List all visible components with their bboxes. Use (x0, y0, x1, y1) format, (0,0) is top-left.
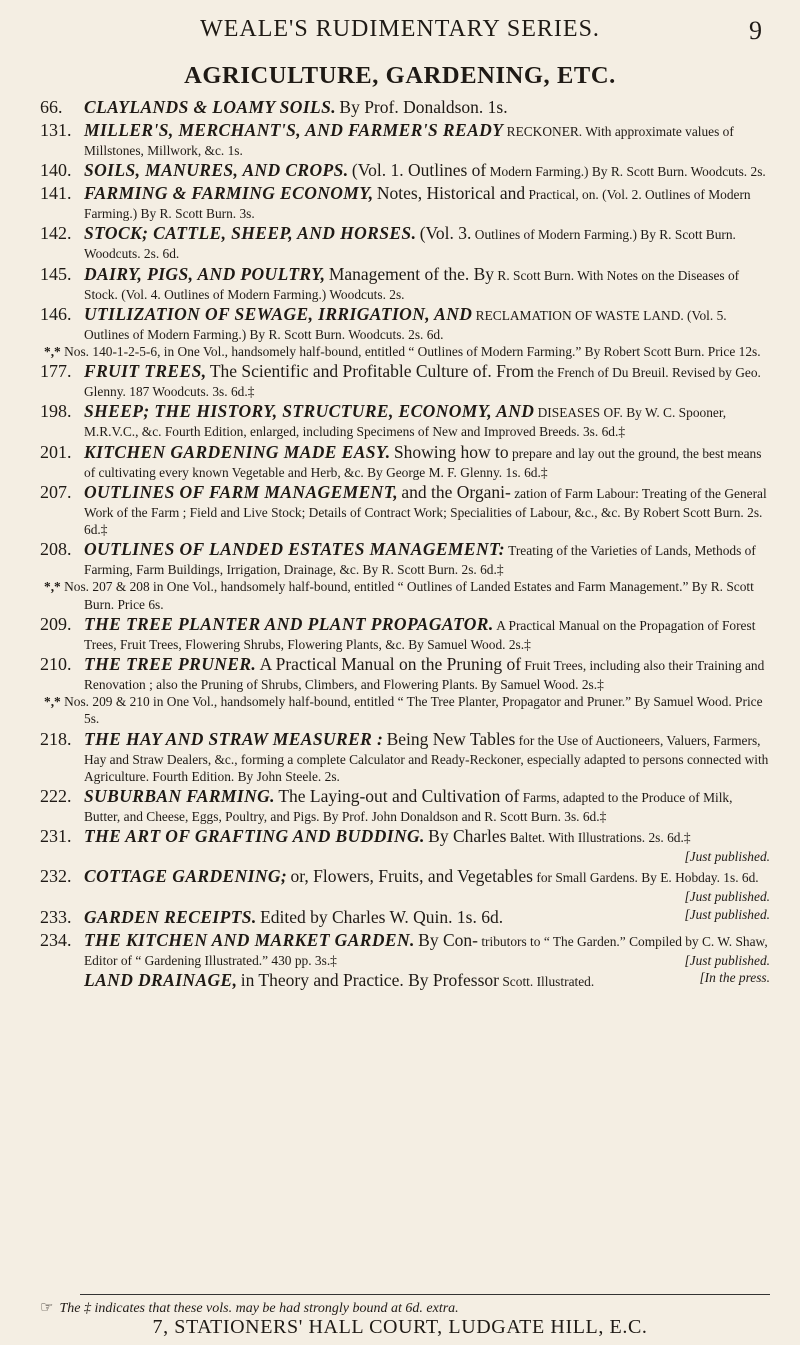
entry-title: COTTAGE GARDENING; (84, 866, 288, 887)
entry-title: SOILS, MANURES, AND CROPS. (84, 160, 349, 181)
entry-lead: A Practical Manual on the Pruning of (259, 654, 522, 675)
publication-status: [Just published. (684, 849, 770, 865)
entry-lead: Edited by Charles W. Quin. 1s. 6d. (260, 906, 504, 927)
entry-number: 233. (40, 906, 72, 927)
entry-number: 207. (40, 481, 72, 502)
catalogue-entry (40, 182, 770, 222)
entry-title: STOCK; CATTLE, SHEEP, AND HORSES. (84, 223, 417, 244)
entry-title: THE KITCHEN AND MARKET GARDEN. (84, 929, 415, 950)
catalogue-entry (40, 785, 770, 825)
entry-description: zation of Farm Labour: Treating of the General Work of the Farm ; Field and Live Stock; Details of Contract Work; Specialities of Labour, &c., &c. By Robert Scott Burn. 2s. 6d.‡ (84, 485, 767, 538)
entry-number: 210. (40, 654, 72, 675)
entry-description: the French of Du Breuil. Revised by Geo. Glenny. 187 Woodcuts. 3s. 6d.‡ (84, 365, 761, 400)
publication-status: [Just published. (684, 906, 770, 922)
entry-description: Practical, on. (Vol. 2. Outlines of Modern Farming.) By R. Scott Burn. 3s. (84, 187, 751, 222)
catalogue-entry (40, 825, 770, 865)
entry-number: 232. (40, 866, 72, 887)
volume-note (40, 343, 770, 360)
volume-note-text: Nos. 140-1-2-5-6, in One Vol., handsomely half-bound, entitled “ Outlines of Modern Farming.” By Robert Scott Burn. Price 12s. (64, 344, 761, 360)
entry-title: UTILIZATION OF SEWAGE, IRRIGATION, AND (84, 303, 473, 324)
catalogue-entry (40, 119, 770, 159)
catalogue-entry (40, 96, 770, 119)
entry-title: THE TREE PLANTER AND PLANT PROPAGATOR. (84, 613, 494, 634)
entry-lead: By Prof. Donaldson. 1s. (339, 97, 508, 117)
entry-description: DISEASES OF. By W. C. Spooner, M.R.V.C., &c. Fourth Edition, enlarged, including Specimens of New and Improved Breeds. 3s. 6d.‡ (84, 405, 727, 440)
entry-title: CLAYLANDS & LOAMY SOILS. (84, 97, 337, 117)
volume-note-text: Nos. 207 & 208 in One Vol., handsomely half-bound, entitled “ Outlines of Landed Estates and Farm Management.” By R. Scott Burn. Price 6s. (64, 579, 754, 612)
entry-lead: Notes, Historical and (376, 183, 526, 204)
entry-lead: and the Organi- (401, 481, 511, 502)
entry-title: KITCHEN GARDENING MADE EASY. (84, 441, 391, 462)
catalogue-entry (40, 303, 770, 343)
entry-description: Farms, adapted to the Produce of Milk, Butter, and Cheese, Eggs, Poultry, and Pigs. By Prof. John Donaldson and R. Scott Burn. 3s. 6d.‡ (84, 790, 733, 825)
entry-number: 208. (40, 539, 72, 560)
publication-status: [Just published. (684, 889, 770, 905)
entry-lead: in Theory and Practice. By Professor (240, 969, 499, 990)
entry-description: Treating of the Varieties of Lands, Methods of Farming, Farm Buildings, Irrigation, Drainage, &c. By R. Scott Burn. 2s. 6d.‡ (84, 543, 756, 578)
catalogue-entry (40, 263, 770, 303)
entry-number: 142. (40, 223, 72, 244)
entry-description: Scott. Illustrated. (502, 973, 595, 989)
volume-note (40, 578, 770, 612)
volume-note-text: Nos. 209 & 210 in One Vol., handsomely half-bound, entitled “ The Tree Planter, Propagator and Pruner.” By Samuel Wood. Price 5s. (64, 694, 763, 727)
catalogue-entry (40, 481, 770, 538)
catalogue-entry (40, 360, 770, 400)
entry-lead: By Charles (428, 826, 507, 847)
entry-title: FRUIT TREES, (84, 361, 207, 382)
entry-description: Baltet. With Illustrations. 2s. 6d.‡ (509, 830, 691, 846)
entry-title: FARMING & FARMING ECONOMY, (84, 183, 374, 204)
entry-description: RECLAMATION OF WASTE LAND. (Vol. 5. Outlines of Modern Farming.) By R. Scott Burn. Woodcuts. 2s. 6d. (84, 307, 727, 342)
asterism-mark: *,* (44, 344, 61, 360)
catalogue-entry (40, 969, 770, 992)
entry-number: 145. (40, 263, 72, 284)
entry-lead: By Con- (418, 929, 478, 950)
entry-number: 231. (40, 826, 72, 847)
entry-lead: The Laying-out and Cultivation of (278, 786, 520, 807)
series-title: WEALE'S RUDIMENTARY SERIES. (200, 16, 600, 42)
catalogue-entry (40, 653, 770, 693)
footer-note (40, 1296, 770, 1317)
section-title: AGRICULTURE, GARDENING, ETC. (184, 62, 616, 89)
asterism-mark: *,* (44, 694, 61, 710)
catalogue-entry (40, 865, 770, 905)
entry-number: 146. (40, 303, 72, 324)
entry-description: for Small Gardens. By E. Hobday. 1s. 6d. (536, 870, 759, 886)
entry-description: RECKONER. With approximate values of Millstones, Millwork, &c. 1s. (84, 124, 734, 158)
entry-description: tributors to “ The Garden.” Compiled by C. W. Shaw, Editor of “ Gardening Illustrated.” 430 pp. 3s.‡ (84, 933, 768, 968)
catalogue-entry (40, 441, 770, 481)
entry-number: 201. (40, 441, 72, 462)
catalogue-entry (40, 400, 770, 440)
entry-lead: (Vol. 1. Outlines of (351, 160, 487, 181)
catalogue-entry (40, 159, 770, 182)
entry-description: prepare and lay out the ground, the best means of cultivating every known Vegetable and Herb, &c. By George M. F. Glenny. 1s. 6d.‡ (84, 445, 762, 480)
catalogue-entry (40, 613, 770, 653)
entry-description: for the Use of Auctioneers, Valuers, Farmers, Hay and Straw Dealers, &c., forming a complete Calculator and Ready-Reckoner, especially adapted to persons connected with Agriculture. Fourth Edition. By John Steele. 2s. (84, 732, 769, 784)
entry-title: MILLER'S, MERCHANT'S, AND FARMER'S READY (84, 120, 504, 140)
pointing-hand-icon: ☞ (40, 1300, 54, 1316)
catalogue-entry (40, 728, 770, 785)
entry-number: 198. (40, 401, 72, 422)
entry-number: 66. (40, 97, 63, 117)
entry-title: SUBURBAN FARMING. (84, 786, 275, 807)
entry-number: 141. (40, 183, 72, 204)
footer-note-text: The ‡ indicates that these vols. may be had strongly bound at 6d. extra. (59, 1301, 459, 1316)
entry-number: 177. (40, 361, 72, 382)
publisher-address: 7, STATIONERS' HALL COURT, LUDGATE HILL, E.C. (152, 1316, 648, 1338)
entry-description: A Practical Manual on the Propagation of Forest Trees, Fruit Trees, Flowering Shrubs, Flowering Plants, &c. By Samuel Wood. 2s.‡ (84, 617, 756, 652)
catalogue-entry (40, 929, 770, 969)
entry-title: SHEEP; THE HISTORY, STRUCTURE, ECONOMY, AND (84, 401, 535, 422)
entry-list (40, 96, 770, 992)
entry-lead: The Scientific and Profitable Culture of. From (209, 361, 535, 382)
entry-title: OUTLINES OF LANDED ESTATES MANAGEMENT: (84, 539, 506, 560)
entry-title: THE TREE PRUNER. (84, 654, 257, 675)
running-head (0, 16, 800, 46)
entry-title: GARDEN RECEIPTS. (84, 906, 257, 927)
publication-status: [In the press. (699, 969, 770, 985)
entry-description: R. Scott Burn. With Notes on the Diseases of Stock. (Vol. 4. Outlines of Modern Farming.) Woodcuts. 2s. (84, 267, 740, 302)
entry-lead: (Vol. 3. (419, 223, 472, 244)
entry-number: 234. (40, 929, 72, 950)
entry-number: 209. (40, 613, 72, 634)
page-number: 9 (749, 16, 762, 45)
entry-number: 140. (40, 160, 72, 181)
entry-lead: or, Flowers, Fruits, and Vegetables (290, 866, 533, 887)
entry-description: Fruit Trees, including also their Training and Renovation ; also the Pruning of Shrubs, Climbers, and Flowering Plants. By Samuel Wood. 2s.‡ (84, 658, 765, 693)
entry-title: OUTLINES OF FARM MANAGEMENT, (84, 481, 398, 502)
entry-title: LAND DRAINAGE, (84, 969, 238, 990)
catalogue-entry (40, 222, 770, 262)
entry-number: 218. (40, 728, 72, 749)
volume-note (40, 693, 770, 727)
catalogue-entry (40, 906, 770, 929)
entry-description: Modern Farming.) By R. Scott Burn. Woodcuts. 2s. (489, 164, 766, 180)
entry-number: 222. (40, 786, 72, 807)
entry-description: Outlines of Modern Farming.) By R. Scott Burn. Woodcuts. 2s. 6d. (84, 227, 736, 262)
entry-lead: Being New Tables (386, 728, 516, 749)
entry-title: THE ART OF GRAFTING AND BUDDING. (84, 826, 425, 847)
entry-lead: Management of the. By (328, 263, 495, 284)
asterism-mark: *,* (44, 579, 61, 595)
entry-number: 131. (40, 120, 72, 140)
publication-status: [Just published. (684, 952, 770, 968)
entry-title: DAIRY, PIGS, AND POULTRY, (84, 263, 326, 284)
entry-title: THE HAY AND STRAW MEASURER : (84, 728, 384, 749)
entry-lead: Showing how to (393, 441, 509, 462)
catalogue-entry (40, 538, 770, 578)
